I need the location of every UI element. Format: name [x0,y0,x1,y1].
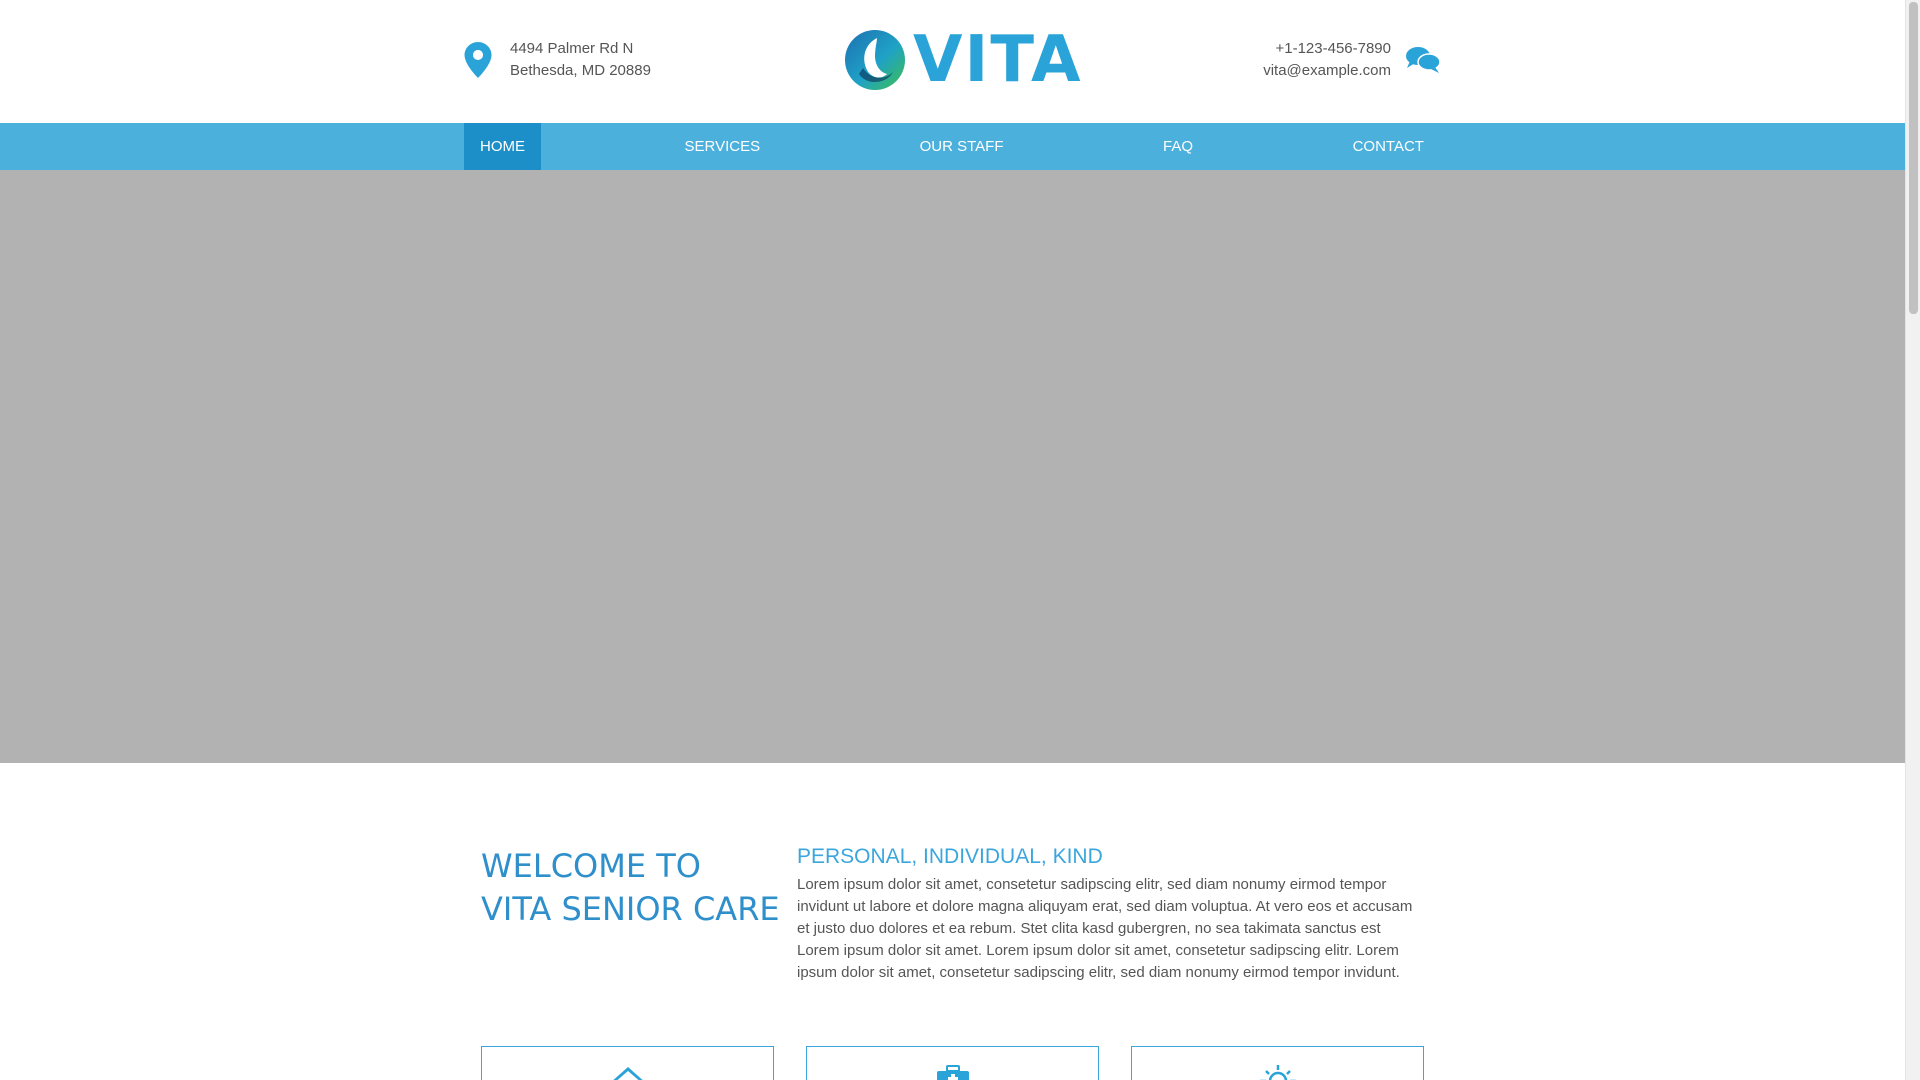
welcome-heading [481,845,780,931]
contact-text [1263,38,1391,82]
welcome-heading-line-2: VITA SENIOR CARE [481,890,780,928]
email-address[interactable]: vita@example.com [1263,62,1391,79]
location-pin-icon [464,42,492,78]
hero-banner [0,170,1905,763]
phone-number[interactable]: +1-123-456-7890 [1275,40,1391,57]
nav-item-our-staff[interactable]: OUR STAFF [919,138,1004,155]
vertical-scrollbar[interactable] [1905,0,1920,1080]
service-card-2[interactable] [806,1046,1099,1080]
nav-item-faq[interactable]: FAQ [1163,138,1194,155]
tagline: PERSONAL, INDIVIDUAL, KIND [797,845,1103,868]
address-line-1: 4494 Palmer Rd N [510,40,634,57]
scrollbar-thumb[interactable] [1909,2,1918,314]
chat-bubbles-icon [1405,45,1441,75]
welcome-heading-line-1: WELCOME TO [481,847,701,885]
nav-item-home[interactable]: HOME [464,123,541,170]
main-navigation [0,123,1905,170]
nav-item-contact[interactable]: CONTACT [1352,138,1424,155]
medical-kit-icon [933,1063,973,1080]
intro-paragraph: Lorem ipsum dolor sit amet, consetetur sadipscing elitr, sed diam nonumy eirmod tempor invidunt ut labore et dolore magna aliquyam erat, sed diam voluptua. At vero eos et accusam et justo duo dolores et ea rebum. Stet clita kasd gubergren, no sea takimata sanctus est Lorem ipsum dolor sit amet. Lorem ipsum dolor sit amet, consetetur sadipscing elitr. Lorem ipsum dolor sit amet, consetetur sadipscing elitr, sed diam nonumy eirmod tempor invidunt. [797,876,1413,981]
address-text [510,38,651,82]
service-card-1[interactable] [481,1046,774,1080]
logo-text: VITA [913,23,1083,97]
nav-items [464,123,1440,170]
site-header [0,0,1905,123]
address-line-2: Bethesda, MD 20889 [510,62,651,79]
site-logo[interactable] [843,23,1083,97]
sun-icon [1258,1063,1298,1080]
logo-mark-icon [843,28,907,92]
house-icon [608,1063,648,1080]
nav-item-services[interactable]: SERVICES [684,138,761,155]
address-block [464,38,651,82]
contact-block [1263,38,1441,82]
service-card-3[interactable] [1131,1046,1424,1080]
